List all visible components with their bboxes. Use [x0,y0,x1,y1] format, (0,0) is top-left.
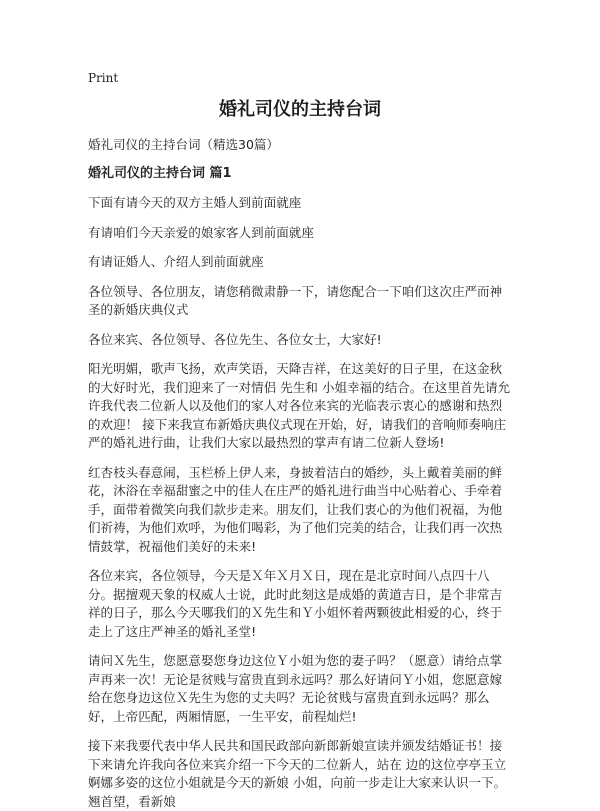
paragraph: 接下来我要代表中华人民共和国民政部向新郎新娘宣读并颁发结婚证书！接下来请允许我向各位来宾介绍一下今天的二位新人，站在 边的这位亭亭玉立婀娜多姿的这位小姐就是今天的新娘 小姐，向前一步走让大家来认识一下。翘首望，看新娘 [88,738,507,809]
paragraph: 阳光明媚，歌声飞扬，欢声笑语，天降吉祥，在这美好的日子里，在这金秋的大好时光，我们迎来了一对情侣 先生和 小姐幸福的结合。在这里首先请允许我代表二位新人以及他们的家人对各位来宾的光临表示衷心的感谢和热烈的欢迎！ 接下来我宣布新婚庆典仪式现在开始，好，请我们的音响师奏响庄严的婚礼进行曲，让我们大家以最热烈的掌声有请二位新人登场! [88,361,511,450]
section-heading: 婚礼司仪的主持台词 篇1 [88,166,232,181]
paragraph: 各位领导、各位朋友，请您稍微肃静一下，请您配合一下咱们这次庄严而神圣的新婚庆典仪式 [88,283,503,317]
paragraph: 各位来宾，各位领导，今天是Ｘ年Ｘ月Ｘ日，现在是北京时间八点四十八分。据擅观天象的权威人士说，此时此刻这是成婚的黄道吉日，是个非常吉祥的日子，那么今天哪我们的Ｘ先生和Ｙ小姐怀着两颗彼此相爱的心，终于走上了这庄严神圣的婚礼圣堂! [88,568,503,639]
paragraph: 有请咱们今天亲爱的娘家客人到前面就座 [88,224,314,240]
document-subtitle: 婚礼司仪的主持台词（精选30篇） [88,137,279,152]
paragraph: 各位来宾、各位领导、各位先生、各位女士，大家好! [88,331,382,347]
paragraph: 红杏枝头春意闹，玉栏桥上伊人来，身披着洁白的婚纱，头上戴着美丽的鲜花，沐浴在幸福甜蜜之中的佳人在庄严的婚礼进行曲当中心贴着心、手牵着手，面带着微笑向我们款步走来。朋友们，让我们衷心的为他们祝福，为他们祈祷，为他们欢呼，为他们喝彩，为了他们完美的结合，让我们再一次热情鼓掌，祝福他们美好的未来! [88,464,503,554]
paragraph: 下面有请今天的双方主婚人到前面就座 [88,195,302,210]
page-title: 婚礼司仪的主持台词 [219,99,381,120]
print-link[interactable]: Print [88,71,119,85]
paragraph: 请问Ｘ先生，您愿意娶您身边这位Ｙ小姐为您的妻子吗？（愿意）请给点掌声再来一次！无论是贫贱与富贵直到永远吗？那么好请问Ｙ小姐，您愿意嫁给在您身边这位Ｘ先生为您的丈夫吗？无论贫贱与富贵直到永远吗？那么好，上帝匹配，两厢情愿，一生平安，前程灿烂! [88,653,503,724]
paragraph: 有请证婚人、介绍人到前面就座 [88,254,264,269]
